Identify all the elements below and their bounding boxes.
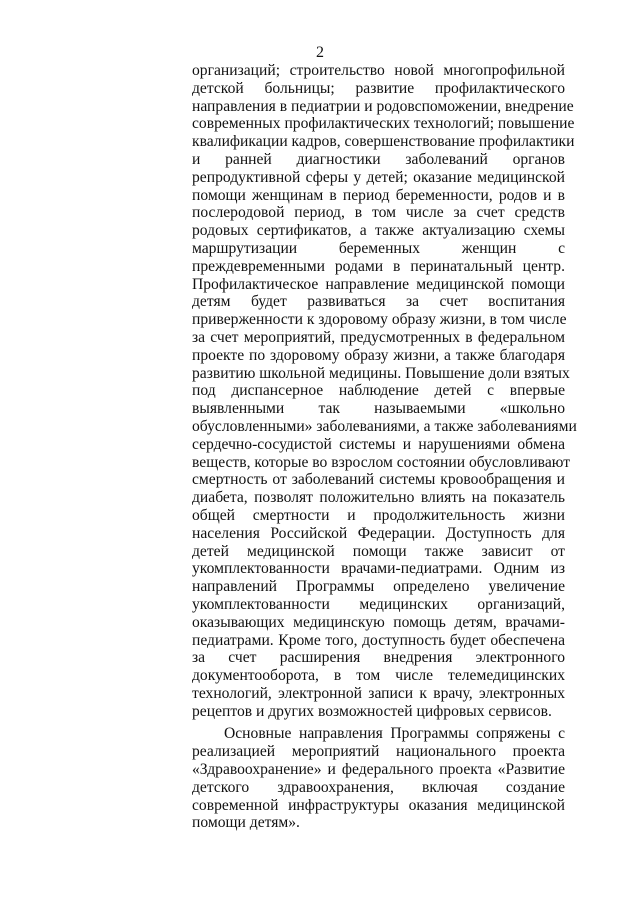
text-line: «Здравоохранение» и федерального проекта «Развитие [192,761,565,779]
text-line: за счет расширения внедрения электронного [192,649,565,667]
paragraph [192,62,577,720]
text-line: проекте по здоровому образу жизни, а также благодаря [192,346,565,364]
text-line: родовых сертификатов, а также актуализацию схемы [192,222,565,240]
text-line: населения Российской Федерации. Доступность для [192,524,565,542]
text-line: направления в педиатрии и родовспоможении, внедрение [192,97,574,115]
text-line: педиатрами. Кроме того, доступность будет обеспечена [192,631,565,649]
paragraph [192,725,565,832]
text-line: детской больницы; развитие профилактического [192,79,565,97]
text-line: документооборота, в том числе телемедицинских [192,667,565,685]
text-line: под диспансерное наблюдение детей с впервые [192,382,565,400]
text-line: оказывающих медицинскую помощь детям, врачами- [192,613,565,631]
text-line: за счет мероприятий, предусмотренных в федеральном [192,328,565,346]
text-line: детей медицинской помощи также зависит от [192,542,565,560]
text-line: квалификации кадров, совершенствование профилактики [192,133,575,151]
text-line: сердечно-сосудистой системы и нарушениями обмена [192,435,565,453]
text-line: направлений Программы определено увеличение [192,578,565,596]
text-line: приверженности к здоровому образу жизни, в том числе [192,311,567,329]
text-line: преждевременными родами в перинатальный центр. [192,257,565,275]
text-line: организаций; строительство новой многопрофильной [192,62,565,79]
text-line: укомплектованности медицинских организаций, [192,595,565,613]
text-line: современных профилактических технологий; повышение [192,115,575,133]
text-line: современной инфраструктуры оказания медицинской [192,796,565,814]
text-line: детям будет развиваться за счет воспитания [192,293,565,311]
text-line: помощи женщинам в период беременности, родов и в [192,186,565,204]
text-line: и ранней диагностики заболеваний органов [192,150,565,168]
text-line: укомплектованности врачами-педиатрами. Одним из [192,560,565,578]
text-line: смертность от заболеваний системы кровообращения и [192,471,565,489]
text-line: диабета, позволят положительно влиять на показатель [192,489,565,507]
body-text [192,62,577,832]
text-line: выявленными так называемыми «школьно [192,400,565,418]
text-line: Основные направления Программы сопряжены с [224,725,565,743]
text-line: веществ, которые во взрослом состоянии обусловливают [192,453,571,471]
text-line: развитию школьной медицины. Повышение доли взятых [192,364,570,382]
text-line: реализацией мероприятий национального проекта [192,743,565,761]
text-line: послеродовой период, в том числе за счет средств [192,204,565,222]
text-line: репродуктивной сферы у детей; оказание медицинской [192,168,565,186]
text-line: обусловленными» заболеваниями, а также заболеваниями [192,417,577,435]
text-line: технологий, электронной записи к врачу, электронных [192,684,565,702]
page-number: 2 [316,44,324,61]
text-line: Профилактическое направление медицинской помощи [192,275,565,293]
text-line: общей смертности и продолжительность жизни [192,506,565,524]
text-line: детского здравоохранения, включая создание [192,778,565,796]
text-line: помощи детям». [192,814,300,832]
text-line: маршрутизации беременных женщин с [192,239,565,257]
text-line: рецептов и других возможностей цифровых сервисов. [192,702,552,720]
